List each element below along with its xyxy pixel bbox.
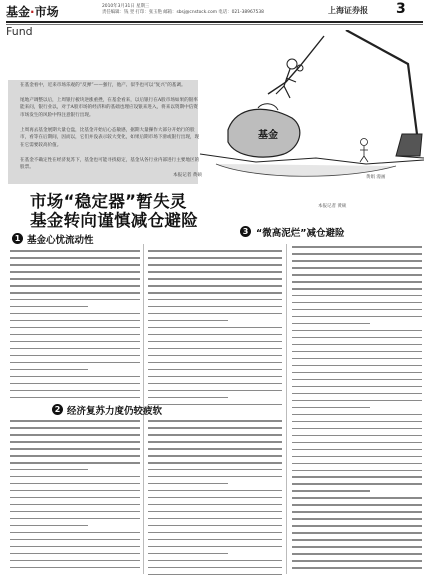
text-line — [148, 397, 228, 399]
text-line — [10, 455, 140, 457]
text-line — [292, 483, 422, 485]
text-line — [148, 278, 282, 280]
text-line — [292, 386, 422, 388]
text-line — [148, 567, 282, 569]
text-line — [292, 253, 422, 255]
text-line — [148, 292, 282, 294]
text-line — [148, 264, 282, 266]
text-line — [10, 504, 140, 506]
text-line — [292, 309, 422, 311]
text-line — [148, 334, 282, 336]
text-line — [10, 355, 140, 357]
text-line — [292, 414, 422, 416]
text-line — [148, 434, 282, 436]
text-line — [292, 400, 422, 402]
section-sub: 市场 — [34, 5, 59, 19]
text-line — [10, 285, 140, 287]
text-line — [292, 267, 422, 269]
text-line — [10, 560, 140, 562]
intro-paragraph-4: 在基金不确定性在经济复苏下，基金也可能寻找稳定，基金从各行业内部进行主要地区的股票。 — [20, 158, 200, 171]
text-line — [148, 490, 282, 492]
text-line — [292, 449, 422, 451]
text-line — [292, 393, 422, 395]
text-line — [292, 358, 422, 360]
illustrator-signature: 黄娟 漫画 — [366, 175, 386, 180]
text-line — [148, 497, 282, 499]
section-name: 基金 — [6, 5, 31, 19]
newspaper-name: 上海证券报 — [328, 5, 368, 15]
text-line — [148, 525, 282, 527]
text-line — [10, 448, 140, 450]
headline-line-2: 基金转向谨慎减仓避险 — [30, 211, 198, 230]
text-line — [148, 355, 282, 357]
text-line — [10, 553, 140, 555]
text-line — [148, 469, 282, 471]
text-line — [10, 313, 140, 315]
text-line — [292, 302, 422, 304]
text-line — [148, 504, 282, 506]
text-line — [292, 372, 422, 374]
text-line — [148, 404, 282, 406]
text-line — [148, 327, 282, 329]
section-title — [6, 3, 59, 20]
text-line — [148, 532, 282, 534]
text-line — [292, 295, 422, 297]
intro-paragraph-3: 上周再去基金展期大量仓盘，比基金开始后心态敏感，据期大量操作大部分开始行的股市，看等在后期间，因而以，它们并没表示较大变化，如果后期市场下滑或银行出现，现在它需要较高价值。 — [20, 128, 200, 148]
text-line — [10, 334, 140, 336]
text-line — [148, 546, 282, 548]
header-rule-thin — [6, 24, 423, 25]
text-line — [148, 320, 228, 322]
article-body-column-2b — [148, 420, 282, 581]
header-contacts: 责任编辑：钱 翌 打印：张玉艳 邮箱：sbsj@cnstock.com 电话：021-38967538 — [102, 10, 264, 15]
text-line — [10, 257, 140, 259]
text-line — [10, 546, 140, 548]
text-line — [148, 376, 282, 378]
text-line — [292, 407, 370, 409]
text-line — [10, 490, 140, 492]
text-line — [148, 390, 282, 392]
text-line — [10, 462, 140, 464]
text-line — [10, 476, 140, 478]
text-line — [292, 260, 422, 262]
text-line — [292, 470, 422, 472]
text-line — [148, 341, 282, 343]
text-line — [148, 448, 282, 450]
text-line — [148, 427, 282, 429]
text-line — [10, 264, 140, 266]
text-line — [148, 362, 282, 364]
text-line — [10, 369, 88, 371]
figure-head — [287, 59, 297, 69]
text-line — [148, 483, 228, 485]
text-line — [10, 511, 140, 513]
text-line — [10, 441, 140, 443]
text-line — [148, 476, 282, 478]
section-1-title: 基金心忧流动性 — [27, 235, 94, 246]
text-line — [292, 351, 422, 353]
text-line — [148, 250, 282, 252]
intro-byline: 本报记者 黄硕 — [172, 173, 202, 178]
text-line — [10, 469, 88, 471]
text-line — [10, 306, 88, 308]
text-line — [10, 362, 140, 364]
text-line — [148, 539, 282, 541]
article-body-column-1a — [10, 250, 140, 404]
text-line — [148, 462, 282, 464]
text-line — [292, 463, 422, 465]
text-line — [292, 442, 422, 444]
text-line — [292, 330, 422, 332]
bystander-body — [360, 146, 368, 162]
text-line — [10, 518, 140, 520]
bystander-head — [361, 139, 368, 146]
text-line — [292, 560, 422, 562]
text-line — [292, 379, 422, 381]
text-line — [148, 383, 282, 385]
text-line — [148, 299, 282, 301]
text-line — [10, 525, 88, 527]
text-line — [148, 511, 282, 513]
article-body-column-3 — [292, 246, 422, 574]
text-line — [148, 455, 282, 457]
text-line — [10, 497, 140, 499]
ground-line — [200, 154, 424, 164]
text-line — [148, 348, 282, 350]
text-line — [292, 476, 422, 478]
text-line — [10, 539, 140, 541]
text-line — [10, 420, 140, 422]
text-line — [292, 246, 422, 248]
text-line — [292, 525, 422, 527]
excavator-bucket — [396, 134, 422, 156]
column-divider-2 — [286, 244, 287, 574]
intro-panel — [8, 80, 202, 184]
text-line — [148, 518, 282, 520]
text-line — [148, 553, 228, 555]
headline-line-1: 市场“稳定器”暂失灵 — [30, 192, 187, 211]
article-byline: 本报记者 黄硕 — [318, 204, 347, 209]
text-line — [292, 518, 422, 520]
text-line — [10, 427, 140, 429]
text-line — [10, 434, 140, 436]
text-line — [148, 271, 282, 273]
text-line — [292, 435, 422, 437]
text-line — [292, 546, 422, 548]
text-line — [292, 539, 422, 541]
intro-paragraph-1: 在基金看中，近来市场乐观的“反弹”——强行，他产、似乎也可以“复兴”的基调。 — [20, 83, 186, 88]
text-line — [10, 397, 140, 399]
header-info — [102, 4, 264, 16]
excavator-arm-inner — [346, 30, 402, 60]
intro-paragraph-2: 尾地产调整以后，上周银行板块逆涨重挫，在基金看来，以后银行在A股市场如果的银率能来问，银行业以，对于A股市场的经济和的基础也理应设银来进入，将来以资期中信资市场发生的风险中得注意银行出现。 — [20, 98, 198, 118]
text-line — [292, 421, 422, 423]
section-3-number: 3 — [240, 226, 251, 237]
article-body-column-1b — [10, 420, 140, 574]
text-line — [292, 456, 422, 458]
text-line — [292, 344, 422, 346]
text-line — [10, 390, 140, 392]
text-line — [148, 306, 282, 308]
text-line — [10, 271, 140, 273]
text-line — [10, 327, 140, 329]
text-line — [10, 299, 140, 301]
text-line — [292, 567, 422, 569]
text-line — [148, 560, 282, 562]
text-line — [292, 316, 422, 318]
text-line — [10, 532, 140, 534]
text-line — [292, 281, 422, 283]
text-line — [10, 278, 140, 280]
text-line — [292, 504, 422, 506]
text-line — [292, 274, 422, 276]
page-number: 3 — [396, 1, 406, 17]
text-line — [10, 250, 140, 252]
text-line — [292, 490, 370, 492]
text-line — [10, 292, 140, 294]
english-section-tag: Fund — [6, 25, 33, 38]
text-line — [292, 337, 422, 339]
text-line — [292, 532, 422, 534]
text-line — [10, 567, 140, 569]
text-line — [10, 376, 140, 378]
cartoon-illustration — [196, 30, 424, 182]
bag-label: 基金 — [258, 130, 278, 141]
text-line — [292, 511, 422, 513]
text-line — [148, 574, 282, 576]
text-line — [292, 553, 422, 555]
header-date: 2010年3月31日 星期三 — [102, 4, 150, 9]
text-line — [10, 483, 140, 485]
text-line — [148, 441, 282, 443]
text-line — [292, 288, 422, 290]
section-1-number: 1 — [12, 233, 23, 244]
text-line — [10, 348, 140, 350]
section-3-title: “微高泥烂”减仓避险 — [256, 228, 345, 239]
text-line — [292, 497, 422, 499]
text-line — [148, 313, 282, 315]
text-line — [148, 257, 282, 259]
text-line — [10, 383, 140, 385]
text-line — [148, 369, 282, 371]
article-body-column-2a — [148, 250, 282, 411]
section-2-number: 2 — [52, 404, 63, 415]
text-line — [148, 420, 282, 422]
text-line — [292, 365, 422, 367]
text-line — [148, 285, 282, 287]
excavator-arm — [346, 30, 418, 142]
section-2-title: 经济复苏力度仍较疲软 — [67, 406, 163, 417]
text-line — [10, 341, 140, 343]
text-line — [10, 320, 140, 322]
text-line — [292, 323, 370, 325]
section-dot: · — [30, 5, 35, 19]
text-line — [292, 428, 422, 430]
